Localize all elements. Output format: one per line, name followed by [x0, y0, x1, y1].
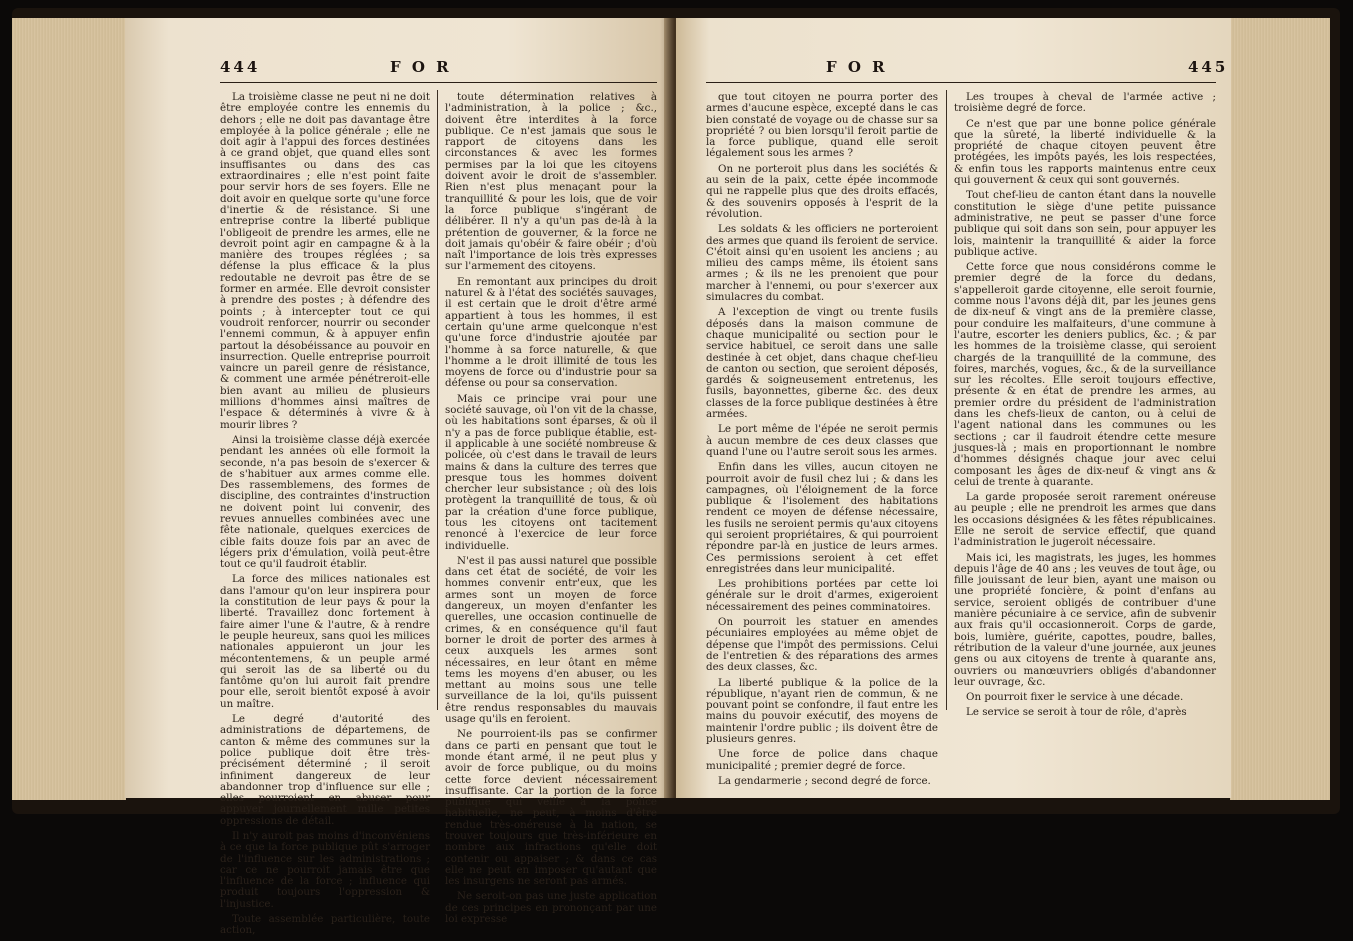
- paragraph: La force des milices nationales est dans l'amour qu'on leur inspirera pour la constitution de leur pays & pour la liberté. Travaillez donc fortement à faire aimer l'une & l'autre, & à rendre le peuple heureux, sans quoi les milices nationales appuieront un jour les mécontentemens, & un peuple armé qui seroit las de sa liberté ou du fantôme qu'on lui auroit fait prendre pour elle, seroit bientôt exposé à avoir un maître.: [220, 573, 430, 710]
- left-header-rule: [220, 82, 657, 83]
- left-column-1: [220, 92, 430, 941]
- paragraph: Cette force que nous considérons comme le premier degré de la force du dedans, s'appelleroit garde citoyenne, elle seroit fournie, comme nous l'avons déjà dit, par les jeunes gens de dix-neuf & vingt ans de la première classe, pour conduire les malfaiteurs, d'une commune à l'autre, escorter les deniers publics, &c. ; & par les hommes de la troisième classe, qui seroient chargés de la tranquillité de la commune, des foires, marchés, vogues, &c., & de la surveillance sur les récoltes. Elle seroit toujours effective, présente & en état de prendre les armes, au premier ordre du président de l'administration dans les chefs-lieux de canton, ou à celui de l'agent national dans les communes ou les sections ; car il faudroit étendre cette mesure jusques-là ; mais en proportionnant le nombre d'hommes désignés chaque jour avec celui composant les âges de dix-neuf & vingt ans & celui de trente à quarante.: [954, 261, 1216, 488]
- paragraph: Ainsi la troisième classe déjà exercée pendant les années où elle formoit la seconde, n'a pas besoin de s'exercer & de s'habituer aux armes comme elle. Des rassemblemens, des formes de discipline, des contraintes d'instruction ne doivent point lui convenir, des revues annuelles combinées avec une fête nationale, quelques exercices de cible faits douze fois par an avec de légers prix d'émulation, voilà peut-être tout ce qu'il faudroit établir.: [220, 433, 430, 571]
- paragraph: Les soldats & les officiers ne porteroient des armes que quand ils feroient de service. C'étoit ainsi qu'en usoient les anciens ; au milieu des camps même, ils étoient sans armes ; & ils ne les prenoient que pour marcher à l'ennemi, ou pour s'exercer aux simulacres du combat.: [706, 223, 938, 304]
- paragraph: La troisième classe ne peut ni ne doit être employée contre les ennemis du dehors ; elle ne doit pas davantage être employée à la police générale ; elle ne doit agir à l'appui des forces destinées à ce grand objet, que quand elles sont insuffisantes ou dans des cas extraordinaires ; elle n'est point faite pour servir hors de ses foyers. Elle ne doit avoir en quelque sorte qu'une force d'inertie & de résistance. Si une entreprise contre la liberté publique l'obligeoit de prendre les armes, elle ne devroit point agir en campagne & à la manière des troupes réglées ; sa défense la plus efficace & la plus redoutable ne devroit pas être de se former en armée. Elle devroit consister à prendre des postes ; à défendre des points ; à intercepter tout ce qui voudroit renforcer, nourrir ou seconder l'ennemi commun, & à appuyer enfin partout la désobéissance au pouvoir en insurrection. Quelle entreprise pourroit vaincre un pareil genre de résistance, & comment une armée pénétreroit-elle bien avant au milieu de plusieurs millions d'hommes ainsi maîtres de l'espace & déterminés à vivre & à mourir libres ?: [220, 91, 430, 431]
- left-page: [125, 18, 672, 937]
- paragraph: Le service se seroit à tour de rôle, d'après: [966, 706, 1187, 719]
- paragraph: Ce n'est que par une bonne police générale que la sûreté, la liberté individuelle & la propriété de chaque citoyen peuvent être protégées, les impôts payés, les lois respectées, & enfin tous les rapports maintenus entre ceux qui gouvernent & ceux qui sont gouvernés.: [954, 117, 1216, 187]
- paragraph: On ne porteroit plus dans les sociétés & au sein de la paix, cette épée incommode qui ne rappelle plus que des droits effacés, & des souvenirs opposés à l'esprit de la révolution.: [706, 162, 938, 220]
- left-column-2: [445, 92, 657, 929]
- paragraph: On pourroit fixer le service à une décade.: [966, 691, 1184, 704]
- left-page-edges: [12, 18, 126, 800]
- right-page-edges: [1230, 18, 1330, 800]
- right-page: [676, 18, 1231, 798]
- left-running-head: F O R: [390, 58, 452, 76]
- paragraph: que tout citoyen ne pourra porter des armes d'aucune espèce, excepté dans le cas bien constaté de voyage ou de chasse sur sa propriété ? ou bien lorsqu'il feroit partie de la force publique, quand elle seroit légalement sous les armes ?: [706, 91, 938, 160]
- right-column-separator: [946, 90, 947, 710]
- paragraph: La garde proposée seroit rarement onéreuse au peuple ; elle ne prendroit les armes que dans les occasions désignées & les fêtes républicaines. Elle ne seroit de service effectif, que quand l'administration le jugeroit nécessaire.: [954, 491, 1216, 549]
- paragraph: toute détermination relatives à l'administration, à la police ; &c., doivent être interdites à la force publique. Ce n'est jamais que sous le rapport de citoyens dans les circonstances & avec les formes permises par la loi que les citoyens doivent avoir le droit de s'assembler. Rien n'est plus menaçant pour la tranquillité & pour les lois, que de voir la force publique s'ingérant de délibérer. Il n'y a qu'un pas de-là à la prétention de gouverner, & la force ne doit jamais qu'obéir & faire obéir ; d'où naît l'importance de lois très expresses sur l'armement des citoyens.: [445, 91, 657, 273]
- paragraph: Les troupes à cheval de l'armée active ; troisième degré de force.: [954, 91, 1216, 115]
- paragraph: Mais ici, les magistrats, les juges, les hommes depuis l'âge de 40 ans ; les veuves de tout âge, ou fille jouissant de leur bien, ayant une maison ou une propriété foncière, & point d'enfans au service, seroient obligés de contribuer d'une manière pécuniaire à ce service, afin de subvenir aux frais qu'il occasionneroit. Corps de garde, bois, lumière, guérite, capottes, poudre, balles, rétribution de la valeur d'une journée, aux jeunes gens ou aux citoyens de trente à quarante ans, ouvriers ou manœuvriers obligés d'abandonner leur ouvrage, &c.: [954, 551, 1216, 688]
- paragraph: La liberté publique & la police de la république, n'ayant rien de commun, & ne pouvant point se confondre, il faut entre les mains du pouvoir exécutif, des moyens de maintenir l'ordre public ; ils doivent être de plusieurs genres.: [706, 676, 938, 746]
- left-column-separator: [437, 90, 438, 710]
- right-running-head: F O R: [826, 58, 888, 76]
- left-page-number: 444: [220, 58, 261, 76]
- paragraph: La gendarmerie ; second degré de force.: [718, 774, 931, 787]
- paragraph: Il n'y auroit pas moins d'inconvéniens à ce que la force publique pût s'arroger de l'influence sur les administrations ; car ce ne pourroit jamais être que l'influence de la force ; influence qui produit toujours l'oppression & l'injustice.: [220, 830, 430, 910]
- right-column-1: [706, 92, 938, 791]
- paragraph: Ne pourroient-ils pas se confirmer dans ce parti en pensant que tout le monde étant armé, il ne peut plus y avoir de force publique, ou du moins cette force devient nécessairement insuffisante. Car la portion de la force publique qui veille à la police habituelle, ne peut, à moins d'être rendue très-onéreuse à la nation, se trouver toujours que très-inférieure en nombre aux infractions qu'elle doit contenir ou appaiser ; & dans ce cas elle ne peut en imposer qu'autant que les insurgens ne seront pas armés.: [445, 728, 657, 888]
- paragraph: Tout chef-lieu de canton étant dans la nouvelle constitution le siège d'une petite puissance administrative, ne peut se passer d'une force publique qui soit dans son sein, pour appuyer les lois, maintenir la tranquillité & aider la force publique active.: [954, 189, 1216, 258]
- paragraph: N'est il pas aussi naturel que possible dans cet état de société, de voir les hommes convenir entr'eux, que les armes sont un moyen de force dangereux, un moyen d'enfanter les querelles, une occasion continuelle de crimes, & en conséquence qu'il faut borner le droit de porter des armes à ceux auxquels les armes sont nécessaires, en leur ôtant en même tems les moyens d'en abuser, ou les mettant au moins sous une telle surveillance de la loi, qu'ils puissent être rendus responsables du mauvais usage qu'ils en feroient.: [445, 554, 657, 726]
- paragraph: Ne seroit-on pas une juste application de ces principes en prononçant par une loi expresse: [445, 890, 657, 926]
- paragraph: Mais ce principe vrai pour une société sauvage, où l'on vit de la chasse, où les habitations sont éparses, & où il n'y a pas de force publique établie, est-il applicable à une société nombreuse & policée, où c'est dans le travail de leurs mains & dans la culture des terres que presque tous les hommes doivent chercher leur subsistance ; où des lois protègent la tranquillité de tous, & où par la création d'une force publique, tous les citoyens ont tacitement renoncé à l'exercice de leur force individuelle.: [445, 392, 657, 552]
- paragraph: En remontant aux principes du droit naturel & à l'état des sociétés sauvages, il est certain que le droit d'être armé appartient à tous les hommes, il est certain qu'une arme quelconque n'est qu'une force d'industrie ajoutée par l'homme à sa force naturelle, & que l'homme a le droit illimité de tous les moyens de force ou d'industrie pour sa défense ou pour sa conservation.: [445, 275, 657, 390]
- paragraph: Une force de police dans chaque municipalité ; premier degré de force.: [706, 748, 938, 772]
- paragraph: Les prohibitions portées par cette loi générale sur le droit d'armes, exigeroient nécessairement des peines comminatoires.: [706, 578, 938, 613]
- right-header-rule: [706, 82, 1216, 83]
- paragraph: Enfin dans les villes, aucun citoyen ne pourroit avoir de fusil chez lui ; & dans les campagnes, où l'éloignement de la force publique & l'isolement des habitations rendent ce moyen de défense nécessaire, les fusils ne seroient permis qu'aux citoyens qui seroient propriétaires, & qui pourroient répondre par-là en justice de leurs armes. Ces permissions seroient à cet effet enregistrées dans leur municipalité.: [706, 461, 938, 575]
- paragraph: Toute assemblée particulière, toute action,: [220, 913, 430, 937]
- paragraph: Le port même de l'épée ne seroit permis à aucun membre de ces deux classes que quand l'une ou l'autre seroit sous les armes.: [706, 423, 938, 458]
- paragraph: A l'exception de vingt ou trente fusils déposés dans la maison commune de chaque municipalité ou section pour le service habituel, ce seroit dans une salle destinée à cet objet, dans chaque chef-lieu de canton ou section, que seroient déposés, gardés & soigneusement entretenus, les fusils, bayonnettes, giberne &c. des deux classes de la force publique destinées à être armées.: [706, 306, 938, 421]
- paragraph: On pourroit les statuer en amendes pécuniaires employées au même objet de dépense que l'impôt des permissions. Celui de l'entretien & des réparations des armes des deux classes, &c.: [706, 616, 938, 674]
- right-column-2: [954, 92, 1216, 723]
- paragraph: Le degré d'autorité des administrations de départemens, de canton & même des communes sur la police publique doit être très-précisément déterminé ; il seroit infiniment dangereux de leur abandonner trop d'influence sur elle ; elles pourroient en abuser pour appuyer journellement mille petites oppressions de détail.: [220, 713, 430, 827]
- right-page-number: 445: [1188, 58, 1229, 76]
